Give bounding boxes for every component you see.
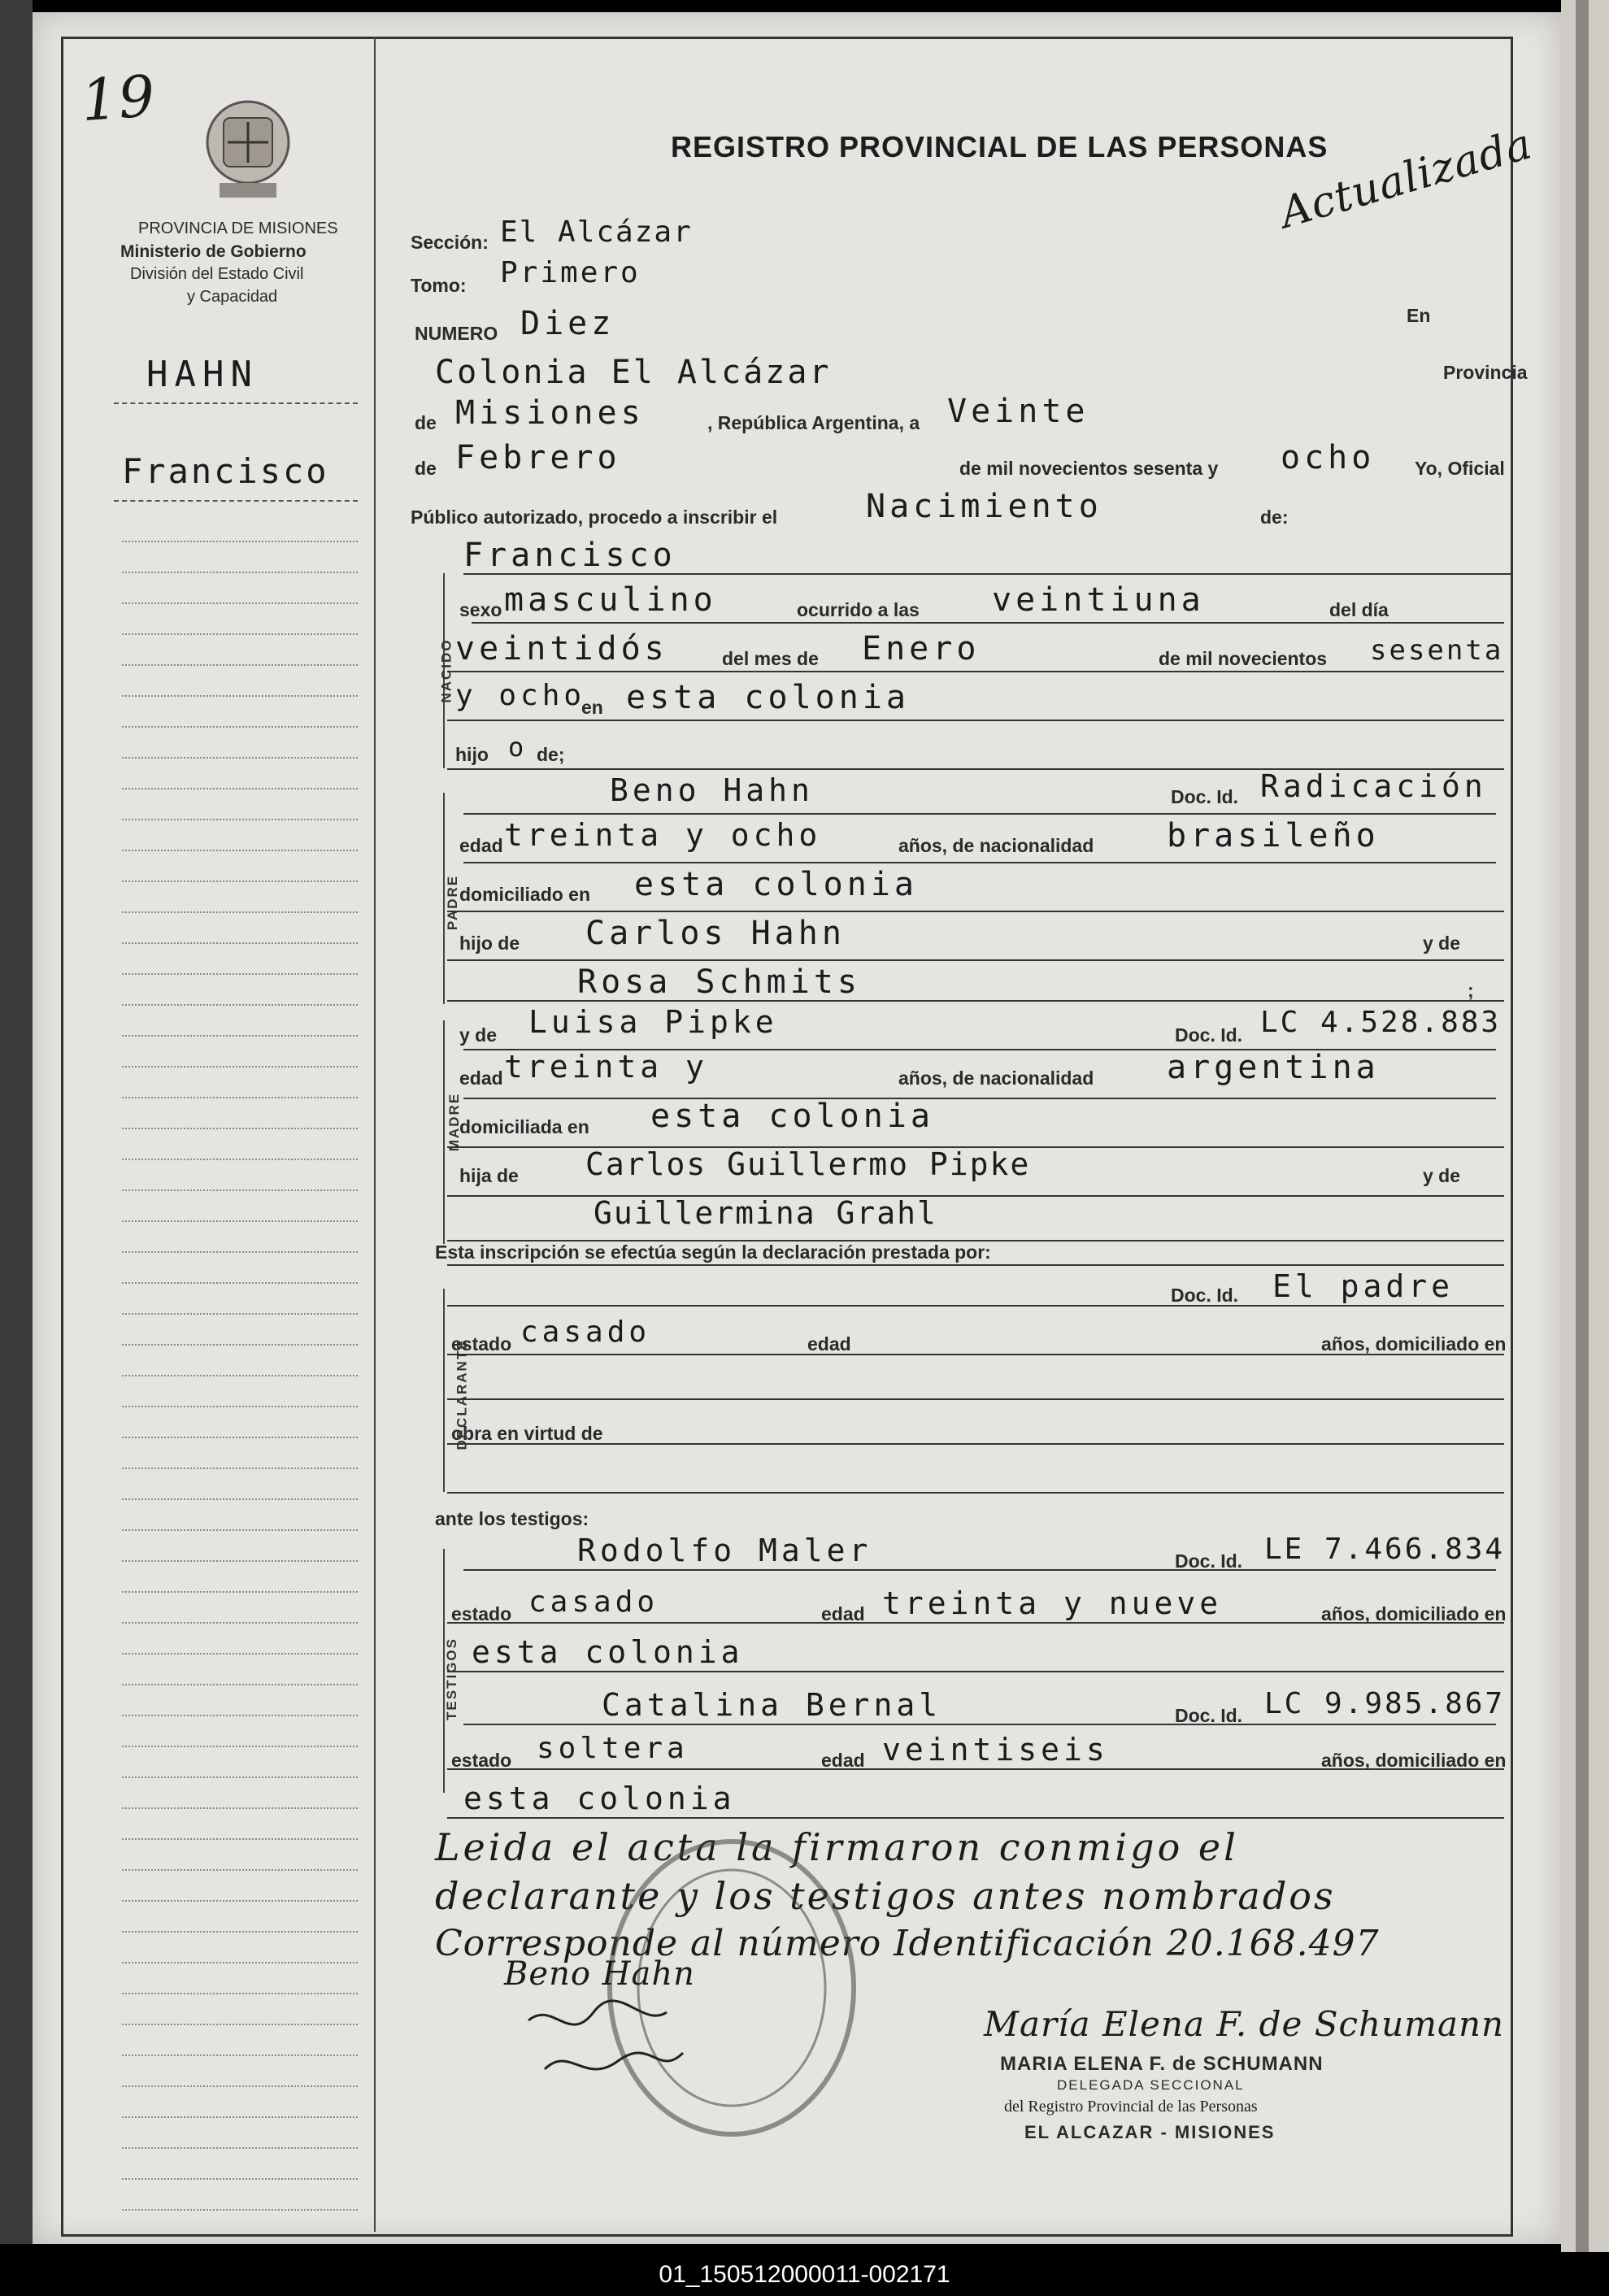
padre-nombre-field: Beno Hahn xyxy=(610,772,814,808)
del-mes-label: del mes de xyxy=(722,648,819,669)
madre-dom-label: domiciliada en xyxy=(459,1116,589,1137)
declarante-section-label: DECLARANTE xyxy=(454,1338,470,1450)
tomo-label: Tomo: xyxy=(411,275,467,296)
dia-field: Veinte xyxy=(947,393,1089,430)
ocurrido-label: ocurrido a las xyxy=(797,599,920,620)
hijo-label: hijo xyxy=(455,744,489,765)
declarante-anos-label: años, domiciliado en xyxy=(1321,1333,1507,1355)
ministry-header: Ministerio de Gobierno xyxy=(120,242,307,261)
madre-doc-field: LC 4.528.883 xyxy=(1260,1006,1502,1039)
madre-doc-label: Doc. Id. xyxy=(1175,1024,1243,1046)
padre-doc-field: Radicación xyxy=(1260,768,1487,804)
left-column-line xyxy=(122,695,358,697)
left-column-line xyxy=(122,664,358,666)
left-column-line xyxy=(122,1468,358,1469)
testigo2-anos-label: años, domiciliado en xyxy=(1321,1750,1507,1771)
padre-padre-field: Carlos Hahn xyxy=(585,915,846,952)
left-column-line xyxy=(122,541,358,542)
left-column-line xyxy=(122,819,358,820)
testigo1-estado-field: casado xyxy=(528,1585,659,1619)
provincia-label: Provincia xyxy=(1443,362,1528,383)
document-title: REGISTRO PROVINCIAL DE LAS PERSONAS xyxy=(671,130,1329,163)
madre-padre-field: Carlos Guillermo Pipke xyxy=(585,1146,1031,1182)
left-column-line xyxy=(122,1313,358,1315)
closing-line-2: declarante y los testigos antes nombrados xyxy=(435,1874,1336,1918)
left-column-line xyxy=(122,911,358,913)
padre-y-de-label: y de xyxy=(1423,933,1461,954)
testigo1-edad-label: edad xyxy=(821,1603,865,1624)
testigo1-doc-field: LE 7.466.834 xyxy=(1264,1533,1506,1566)
seccion-label: Sección: xyxy=(411,232,489,253)
nacido-section-label: NACIDO xyxy=(438,638,454,703)
left-column-line xyxy=(122,1838,358,1840)
testigo1-anos-label: años, domiciliado en xyxy=(1321,1603,1507,1624)
padre-dom-label: domiciliado en xyxy=(459,884,591,905)
madre-nac-label: años, de nacionalidad xyxy=(898,1068,1094,1089)
madre-dom-field: esta colonia xyxy=(650,1098,934,1135)
official-registry: del Registro Provincial de las Personas xyxy=(1004,2098,1258,2116)
dia-nac-field: veintidós xyxy=(455,630,668,667)
left-column-line xyxy=(122,973,358,975)
left-column-line xyxy=(122,1066,358,1068)
left-column-line xyxy=(122,1993,358,1994)
left-column-line xyxy=(122,2178,358,2180)
padre-section-label: PADRE xyxy=(445,874,461,931)
left-column-line xyxy=(122,602,358,604)
left-column-line xyxy=(122,1900,358,1902)
madre-edad-label: edad xyxy=(459,1068,503,1089)
official-role: DELEGADA SECCIONAL xyxy=(1057,2077,1245,2093)
left-column-line xyxy=(122,1498,358,1500)
de2-label: de; xyxy=(537,744,565,765)
book-right-edge xyxy=(1561,0,1609,2252)
surname-line xyxy=(114,402,358,404)
left-column-line xyxy=(122,1189,358,1191)
testigo1-estado-label: estado xyxy=(451,1603,512,1624)
seccion-field: El Alcázar xyxy=(500,215,693,249)
official-signature: María Elena F. de Schumann xyxy=(984,2004,1505,2044)
left-column-line xyxy=(122,1159,358,1160)
closing-line-3: Corresponde al número Identificación 20.168.497 xyxy=(435,1923,1380,1964)
left-column-line xyxy=(122,1406,358,1407)
provincia-field: Misiones xyxy=(455,394,645,432)
testigos-label: ante los testigos: xyxy=(435,1508,589,1529)
division-header: División del Estado Civil xyxy=(130,265,304,283)
left-column-line xyxy=(122,1591,358,1593)
testigo2-edad-field: veintiseis xyxy=(882,1732,1109,1768)
coat-of-arms-icon xyxy=(199,93,297,207)
form-rule xyxy=(447,671,1504,672)
padre-dom-field: esta colonia xyxy=(634,866,918,903)
del-dia-label: del día xyxy=(1329,599,1389,620)
left-column-divider xyxy=(374,37,376,2232)
numero-label: NUMERO xyxy=(415,323,498,344)
form-rule xyxy=(447,1671,1504,1672)
register-page xyxy=(33,12,1561,2244)
de-colon-label: de: xyxy=(1260,507,1289,528)
left-column-line xyxy=(122,1529,358,1531)
left-column-line xyxy=(122,757,358,759)
declarante-estado-field: casado xyxy=(520,1315,651,1349)
mil-novecientos2-label: de mil novecientos xyxy=(1159,648,1328,669)
left-column-line xyxy=(122,1004,358,1006)
acto-field: Nacimiento xyxy=(866,488,1102,525)
declarante-estado-label: estado xyxy=(451,1333,512,1355)
left-column-line xyxy=(122,2147,358,2149)
de-label-2: de xyxy=(415,458,437,479)
republica-label: , República Argentina, a xyxy=(707,412,920,433)
section-bracket xyxy=(443,1289,445,1492)
left-column-line xyxy=(122,1128,358,1129)
left-column-line xyxy=(122,2024,358,2025)
sexo-label: sexo xyxy=(459,599,502,620)
testigo2-dom-field: esta colonia xyxy=(463,1781,736,1816)
sexo-field: masculino xyxy=(504,581,717,619)
declarante-doc-label: Doc. Id. xyxy=(1171,1285,1239,1306)
left-column-line xyxy=(122,633,358,635)
semicolon-label: ; xyxy=(1468,980,1474,1001)
mil-novecientos-label: de mil novecientos sesenta y xyxy=(959,458,1219,479)
form-rule xyxy=(463,1569,1496,1571)
scan-identifier: 01_150512000011-002171 xyxy=(659,2261,950,2288)
anio-nac2-field: y ocho xyxy=(455,679,586,712)
testigo1-edad-field: treinta y nueve xyxy=(882,1585,1223,1621)
testigo2-estado-field: soltera xyxy=(537,1732,689,1765)
madre-section-label: MADRE xyxy=(446,1092,463,1152)
left-column-line xyxy=(122,1653,358,1655)
testigo1-dom-field: esta colonia xyxy=(472,1634,744,1670)
madre-hija-de-label: hija de xyxy=(459,1165,519,1186)
form-rule xyxy=(447,1443,1504,1445)
anio-field: ocho xyxy=(1281,439,1376,476)
testigo1-nombre-field: Rodolfo Maler xyxy=(577,1533,872,1568)
testigo2-nombre-field: Catalina Bernal xyxy=(602,1687,942,1723)
madre-nac-field: argentina xyxy=(1167,1049,1380,1086)
testigo2-edad-label: edad xyxy=(821,1750,865,1771)
given-name-line xyxy=(114,500,358,502)
padre-edad-field: treinta y ocho xyxy=(504,817,822,853)
tomo-field: Primero xyxy=(500,256,641,289)
madre-y-de-2-label: y de xyxy=(1423,1165,1461,1186)
yo-oficial-label: Yo, Oficial xyxy=(1415,458,1505,479)
left-column-line xyxy=(122,1220,358,1222)
padre-madre-field: Rosa Schmits xyxy=(577,963,861,1001)
surname-field: HAHN xyxy=(146,354,259,395)
left-column-line xyxy=(122,1035,358,1037)
nacido-nombre-field: Francisco xyxy=(463,537,676,574)
de-label: de xyxy=(415,412,437,433)
left-column-line xyxy=(122,1344,358,1346)
form-rule xyxy=(447,1398,1504,1400)
left-column-line xyxy=(122,850,358,851)
witness-signatures xyxy=(520,1996,707,2094)
form-rule xyxy=(447,1492,1504,1494)
left-column-line xyxy=(122,1251,358,1253)
actualizada-stamp: Actualizada xyxy=(1274,120,1538,238)
obra-label: obra en virtud de xyxy=(451,1423,603,1444)
padre-nac-field: brasileño xyxy=(1167,817,1380,854)
left-column-line xyxy=(122,1931,358,1933)
left-column-line xyxy=(122,2085,358,2087)
colonia-field: Colonia El Alcázar xyxy=(435,354,832,391)
testigo2-doc-label: Doc. Id. xyxy=(1175,1705,1243,1726)
hora-field: veintiuna xyxy=(992,581,1205,619)
form-rule xyxy=(447,1817,1504,1819)
book-binding xyxy=(0,0,33,2244)
left-column-line xyxy=(122,788,358,789)
testigo2-estado-label: estado xyxy=(451,1750,512,1771)
province-header: PROVINCIA DE MISIONES xyxy=(138,220,338,237)
left-column-line xyxy=(122,1715,358,1716)
left-column-line xyxy=(122,1776,358,1778)
padre-edad-label: edad xyxy=(459,835,503,856)
declarante-edad-label: edad xyxy=(807,1333,851,1355)
left-column-line xyxy=(122,1097,358,1098)
left-column-line xyxy=(122,1560,358,1562)
en-label: En xyxy=(1407,305,1431,326)
left-column-line xyxy=(122,1962,358,1963)
lugar-nac-field: esta colonia xyxy=(626,679,910,716)
left-column-line xyxy=(122,1807,358,1809)
numero-field: Diez xyxy=(520,305,615,342)
madre-madre-field: Guillermina Grahl xyxy=(594,1195,937,1231)
declarante-doc-field: El padre xyxy=(1272,1268,1455,1304)
official-place: EL ALCAZAR - MISIONES xyxy=(1024,2122,1276,2142)
form-rule xyxy=(463,1724,1496,1725)
testigo2-doc-field: LC 9.985.867 xyxy=(1264,1687,1506,1720)
closing-line-1: Leida el acta la firmaron conmigo el xyxy=(435,1825,1239,1869)
anio-nac-field: sesenta xyxy=(1370,634,1504,667)
section-bracket xyxy=(443,1020,445,1244)
mes-field: Febrero xyxy=(455,439,621,476)
form-rule xyxy=(447,1305,1504,1307)
form-rule xyxy=(463,813,1496,815)
declaracion-label: Esta inscripción se efectúa según la declaración prestada por: xyxy=(435,1241,991,1263)
form-rule xyxy=(463,862,1496,863)
padre-doc-label: Doc. Id. xyxy=(1171,786,1239,807)
left-column-line xyxy=(122,1869,358,1871)
padre-hijo-de-label: hijo de xyxy=(459,933,520,954)
left-column-line xyxy=(122,726,358,728)
testigos-section-label: TESTIGOS xyxy=(443,1637,459,1720)
form-rule xyxy=(447,911,1504,912)
left-column-line xyxy=(122,1282,358,1284)
form-rule xyxy=(447,720,1504,721)
official-name: MARIA ELENA F. de SCHUMANN xyxy=(1000,2053,1324,2075)
left-column-line xyxy=(122,1437,358,1438)
left-column-line xyxy=(122,2116,358,2118)
left-column-line xyxy=(122,1684,358,1685)
form-rule xyxy=(463,1098,1496,1099)
madre-y-de-label: y de xyxy=(459,1024,498,1046)
left-column-line xyxy=(122,1746,358,1747)
form-rule xyxy=(447,1264,1504,1266)
mes-nac-field: Enero xyxy=(862,630,981,667)
madre-edad-field: treinta y xyxy=(504,1049,708,1085)
form-rule xyxy=(447,959,1504,961)
page-number: 19 xyxy=(79,62,158,135)
publico-label: Público autorizado, procedo a inscribir el xyxy=(411,507,778,528)
left-column-line xyxy=(122,2055,358,2056)
hijo-o-field: o xyxy=(508,732,528,763)
signer1-signature: Beno Hahn xyxy=(504,1955,695,1993)
en-label-2: en xyxy=(581,697,603,718)
left-column-line xyxy=(122,1375,358,1376)
form-rule xyxy=(472,622,1504,624)
madre-nombre-field: Luisa Pipke xyxy=(528,1004,778,1040)
testigo1-doc-label: Doc. Id. xyxy=(1175,1550,1243,1572)
capacity-header: y Capacidad xyxy=(187,288,278,306)
left-column-line xyxy=(122,881,358,882)
left-column-line xyxy=(122,1622,358,1624)
given-name-field: Francisco xyxy=(122,451,329,491)
left-column-line xyxy=(122,2209,358,2211)
padre-nac-label: años, de nacionalidad xyxy=(898,835,1094,856)
left-column-line xyxy=(122,572,358,573)
left-column-line xyxy=(122,942,358,944)
